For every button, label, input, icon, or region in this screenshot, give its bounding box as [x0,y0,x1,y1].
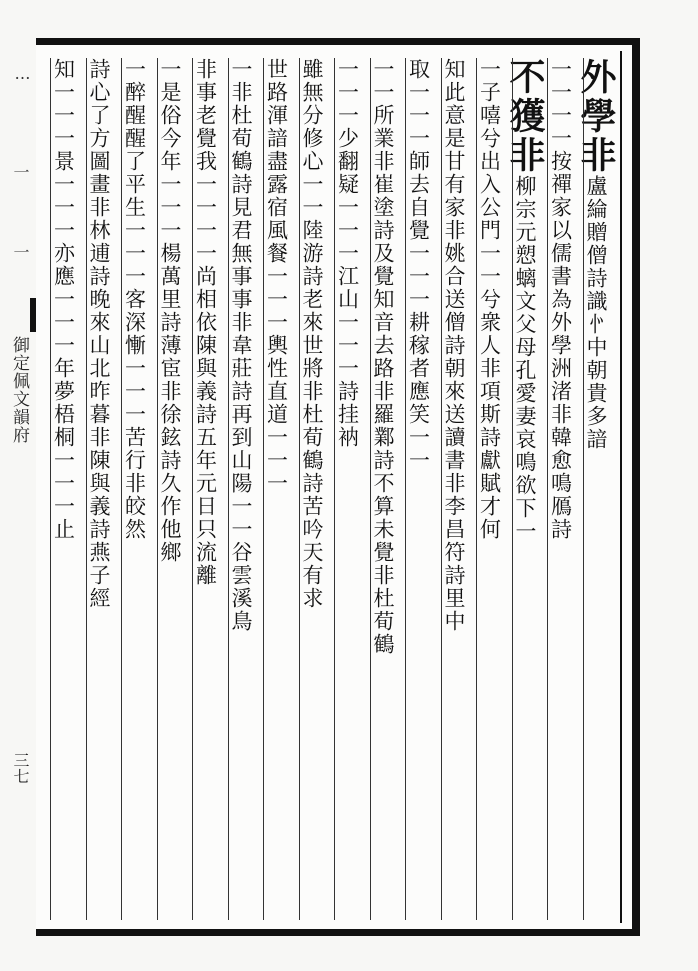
column-rule [192,58,193,920]
text-column [121,58,157,920]
entry-text: 取一一一師去自覺一一一耕稼者應笑一一 [406,58,431,472]
entry-text: 一非杜荀鶴詩見君無事事非韋莊詩再到山陽一一谷雲溪鳥 [229,58,253,633]
text-column [299,58,335,920]
entry-text: 雖無分修心一一陸游詩老來世將非杜荀鶴詩苦吟天有求 [300,58,324,610]
text-column [334,58,370,920]
column-rule [299,58,300,920]
column-rule [121,58,122,920]
page-number: 三七 [11,752,30,784]
margin-mark: 一 [11,244,30,260]
margin-mark: 一 [11,164,30,180]
entry-text: 世路渾諳盡露宿風餐一一一輿性直道一一一 [264,58,289,495]
column-rule [547,58,548,920]
column-rule [583,58,584,920]
entry-text: 知此意是甘有家非姚合送僧詩朝來送讀書非李昌符詩里中 [442,58,466,633]
text-column [370,58,406,920]
column-rule [86,58,87,920]
text-column [86,58,122,920]
text-column [476,58,512,920]
left-margin [0,44,36,924]
column-rule [263,58,264,920]
column-rule [512,58,513,920]
column-rule [50,58,51,920]
text-column [504,58,548,920]
text-column [192,58,228,920]
margin-mark: … [13,64,32,83]
text-column [263,58,299,920]
text-column [547,58,583,920]
entry-text: 一子嘻兮出入公門一一兮衆人非項斯詩獻賦才何 [477,58,502,541]
column-rule [370,58,371,920]
entry-text: 一是俗今年一一一楊萬里詩薄宦非徐鉉詩久作他鄉 [158,58,182,564]
entry-text: 一醉醒醒了平生一一一客深慚一一一苦行非皎然 [122,58,147,541]
column-rule [228,58,229,920]
entry-text: 一一一一按禪家以儒書為外學洲渚非韓愈鳴鴈詩 [548,58,573,541]
entry-text: 盧綸贈僧詩識㣺中朝貴多諳 [584,175,608,451]
column-rule [476,58,477,920]
column-rule [405,58,406,920]
text-column [441,58,477,920]
frame-rule [620,51,622,923]
text-column [50,58,86,920]
entry-text: 一一一少翻疑一一一江山一一一詩挂衲 [335,58,360,449]
entry-heading: 不獲非 [504,58,546,175]
entry-text: 非事老覺我一一一一尚相依陳與義詩五年元日只流離 [193,58,218,587]
column-rule [334,58,335,920]
entry-heading: 外學非 [575,58,617,175]
column-rule [157,58,158,920]
entry-text: 一一所業非崔塗詩及覺知音去路非羅鄴詩不算未覺非杜荀鶴 [371,58,395,656]
text-column [405,58,441,920]
entry-text: 柳宗元愬螭文父母孔愛妻哀鳴欲下一 [513,175,537,543]
entry-text: 知一一一景一一一亦應一一一年夢梧桐一一一止 [51,58,76,541]
text-column [228,58,264,920]
book-title: 御定佩文韻府 [9,336,29,444]
text-column [575,58,619,920]
text-column [157,58,193,920]
entry-text: 詩心了方圖畫非林逋詩晚來山北昨暮非陳與義詩燕子經 [87,58,111,610]
column-rule [441,58,442,920]
